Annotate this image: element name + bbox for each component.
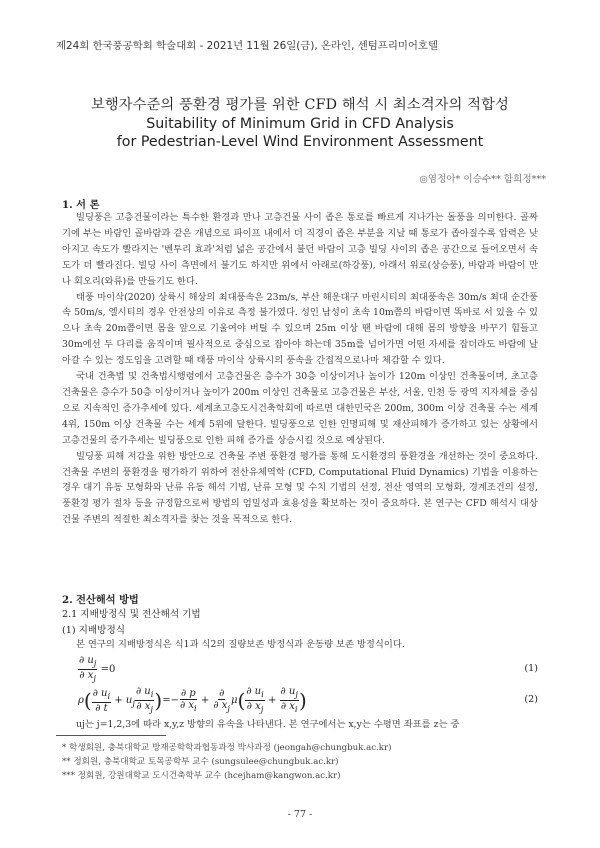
paragraph: 빌딩풍은 고층건물이라는 특수한 환경과 만나 고층건물 사이 좁은 통로를 빠르게 지나가는 돌풍을 의미한다. 골짜기에 부는 바람인 골바람과 같은 개념으로 파이프 내에서 더 직경이 좁은 부분을 지날 때 통로가 좁아질수록 압력은 낮아지고 속도가 빨라지는 '벤투리 효과'처럼 넓은 공간에서 불던 바람이 고층 빌딩 사이의 좁은 공간으로 들어오면서 속도가 더 빨라진다. 빌딩 사이 측면에서 불기도 하지만 위에서 아래로(하강풍), 아래서 위로(상승풍), 바람과 바람이 만나 회오리(와류)를 만들기도 한다. (62, 212, 538, 287)
paragraph: uj는 j=1,2,3에 따라 x,y,z 방향의 유속을 나타낸다. 본 연구에서는 x,y는 수평면 좌표를 z는 중 (76, 719, 460, 730)
footnote: ** 정회원, 충북대학교 토목공학부 교수 (sungsulee@chungbuk.ac.kr) (62, 757, 339, 767)
author-list: ◎염정아* 이승수** 함희정*** (419, 174, 546, 185)
subsection-heading: 2.1 지배방정식 및 전산해석 기법 (62, 609, 201, 620)
section-1-body (62, 210, 538, 528)
title-english-line2: for Pedestrian-Level Wind Environment Assessment (116, 134, 484, 150)
footnote: *** 정회원, 강원대학교 도시건축학부 교수 (hcejham@kangwon.ac.kr) (62, 771, 341, 781)
title-block (0, 96, 600, 151)
title-english-line1: Suitability of Minimum Grid in CFD Analysis (146, 116, 454, 132)
paragraph: 국내 건축법 및 건축법시행령에서 고층건물은 층수가 30층 이상이거나 높이가 120m 이상인 건축물이며, 초고층건축물은 층수가 50층 이상이거나 높이가 200m 이상인 건축물로 고층건물은 부산, 서울, 인천 등 광역 지자체를 중심으로 지속적인 증가추세에 있다. 세계초고층도시건축학회에 따르면 대한민국은 200m, 300m 이상 건축물 수는 세계 4위, 150m 이상 건축물 수는 세계 5위에 달한다. 빌딩풍으로 인한 인명피해 및 재산피해가 증가하고 있는 상황에서 고층건물의 증가추세는 빌딩풍으로 인한 피해 증가를 상승시킬 것으로 예상된다. (62, 371, 538, 446)
subsubsection-heading: (1) 지배방정식 (62, 625, 125, 636)
title-korean: 보행자수준의 풍환경 평가를 위한 CFD 해석 시 최소격자의 적합성 (91, 97, 509, 113)
page-number: - 77 - (287, 809, 313, 820)
footnote: * 학생회원, 충북대학교 방재공학학과협동과정 박사과정 (jeongah@chungbuk.ac.kr) (62, 743, 392, 753)
section-1-heading: 1. 서 론 (62, 199, 100, 211)
conference-header: 제24회 한국풍공학회 학술대회 - 2021년 11월 26일(금), 온라인, 센텀프리미어호텔 (56, 40, 438, 52)
eq1-fraction: $\frac{\partial u_j}{\partial x_j}$ (79, 655, 97, 683)
section-2-heading: 2. 전산해석 방법 (62, 594, 139, 606)
equation-number: (2) (524, 694, 538, 705)
equation-1: $\frac{\partial u_j}{\partial x_j}$ =0 (1) (79, 655, 538, 683)
footnotes (62, 741, 391, 783)
paragraph: 태풍 마이삭(2020) 상륙시 해상의 최대풍속은 23m/s, 부산 해운대구 마린시티의 최대풍속은 30m/s 최대 순간풍속 50m/s, 엘시티의 경우 안전상의 이유로 측정 불가였다. 성인 남성이 초속 10m쯤의 바람이면 똑바로 서 있을 수 있으나 초속 20m쯤이면 몸을 앞으로 기울여야 버틸 수 있으며 25m 이상 땐 바람에 대해 몸의 방향을 바꾸기 힘들고 30m에선 두 다리를 움직이며 필사적으로 중심으로 잡아야 하는데 35m를 넘어가면 어떤 자세를 잡더라도 바람에 날아갈 수 있는 정도임을 고려할 때 태풍 마이삭 상륙시의 풍속을 간접적으로나마 체감할 수 있다. (62, 291, 538, 367)
equation-number: (1) (524, 663, 538, 674)
paragraph: 빌딩풍 피해 저감을 위한 방안으로 건축물 주변 풍환경 평가를 통해 도시환경의 풍환경을 개선하는 것이 중요하다. 건축물 주변의 풍환경을 평가하기 위하여 전산유체역학 (CFD, Computational Fluid Dynamics) 기법을 이용하는 경우 대기 유동 모형화와 난류 유동 해석 기법, 난류 모형 및 수치 기법의 선정, 전산 영역의 모형화, 경계조건의 설정, 풍환경 평가 절차 등을 규정함으로써 방법의 엄밀성과 효용성을 확보하는 것이 중요하다. 본 연구는 CFD 해석시 대상 건물 주변의 적절한 최소격자를 찾는 것을 목적으로 한다. (62, 450, 538, 526)
paragraph: 본 연구의 지배방정식은 식1과 식2의 질량보존 방정식과 운동량 보존 방정식이다. (76, 639, 405, 650)
equation-2: ρ( $\frac{\partial u_i}{\partial t}$ + $u_j$ $\frac{\partial u_i}{\partial x_j}$ )=− $\frac{\partial p}{\partial x_i}$ + $\frac{\partial}{\partial x_j}$ μ( $\frac{\partial u_i}{\partial x_j}$ + $\frac{\partial u_j}{\partial x_i}$ ) (2) (78, 686, 538, 714)
footnote-divider (56, 735, 166, 736)
